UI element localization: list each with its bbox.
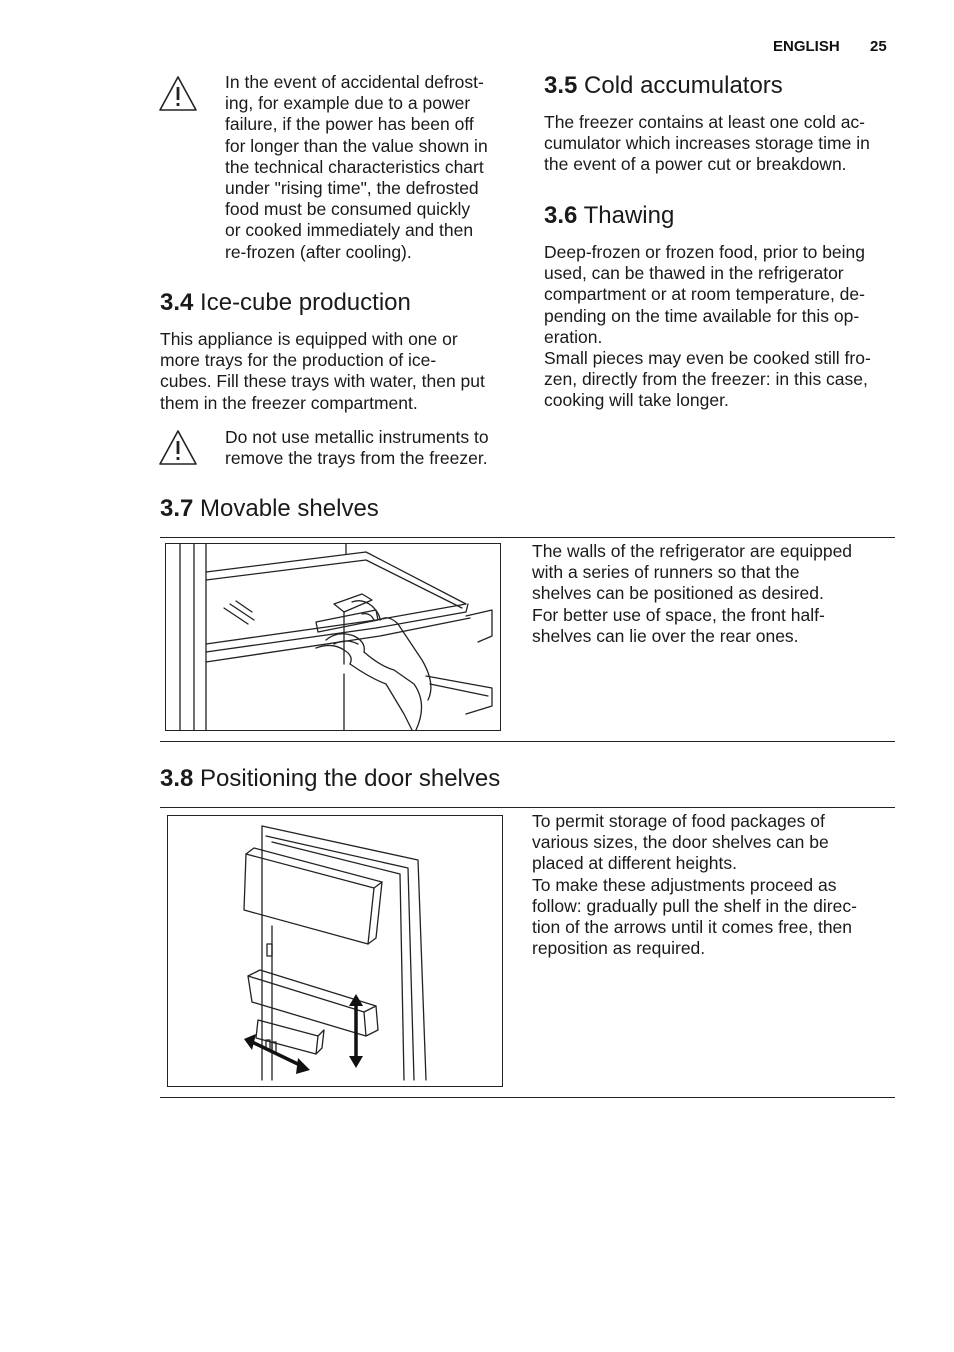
- section-3-4-heading: [160, 289, 411, 317]
- section-3-8-heading: [160, 765, 500, 793]
- section-3-4-text: This appliance is equipped with one or more trays for the production of ice- cubes. Fill these trays with water, then put them in the freezer compartment.: [160, 329, 485, 413]
- section-3-6-heading: [544, 202, 674, 230]
- section-3-8-text: To permit storage of food packages of various sizes, the door shelves can be placed at different heights. To make these adjustments proceed as follow: gradually pull the shelf in the direc- tion of the arrows until it comes free, then reposition as required.: [532, 811, 857, 959]
- section-number: 3.7: [160, 495, 194, 522]
- section-3-6-text: Deep-frozen or frozen food, prior to being used, can be thawed in the refrigerator compartment or at room temperature, de- pending on the time available for this op- eration. Small pieces may even be cooked still fro- zen, directly from the freezer: in this case, cooking will take longer.: [544, 242, 871, 411]
- section-3-5-heading: [544, 72, 783, 100]
- section-divider: [160, 1097, 895, 1098]
- section-title: Movable shelves: [200, 495, 379, 522]
- section-divider: [160, 537, 895, 538]
- warning-defrost-text: In the event of accidental defrost- ing, for example due to a power failure, if the power has been off for longer than the value shown in the technical characteristics chart under "rising time", the defrosted food must be consumed quickly or cooked immediately and then re-frozen (after cooling).: [225, 72, 488, 262]
- shelf-hand-illustration: [166, 544, 500, 730]
- section-number: 3.6: [544, 202, 578, 229]
- section-title: Ice-cube production: [200, 289, 411, 316]
- section-3-7-heading: [160, 495, 379, 523]
- section-divider: [160, 741, 895, 742]
- section-number: 3.4: [160, 289, 194, 316]
- section-title: Cold accumulators: [584, 72, 783, 99]
- section-title: Positioning the door shelves: [200, 765, 501, 792]
- warning-ice-tray-text: Do not use metallic instruments to remove the trays from the freezer.: [225, 427, 489, 469]
- section-3-7-text: The walls of the refrigerator are equipped with a series of runners so that the shelves can be positioned as desired. For better use of space, the front half- shelves can lie over the rear ones.: [532, 541, 853, 646]
- section-divider: [160, 807, 895, 808]
- adjustment-arrows-icon: [168, 816, 502, 1086]
- warning-icon: [158, 428, 198, 468]
- section-3-5-text: The freezer contains at least one cold ac- cumulator which increases storage time in the event of a power cut or breakdown.: [544, 112, 870, 175]
- page-number: 25: [870, 38, 887, 55]
- warning-icon: [158, 74, 198, 114]
- movable-shelves-figure: [165, 543, 501, 731]
- header-language: ENGLISH: [773, 38, 840, 55]
- section-number: 3.8: [160, 765, 194, 792]
- section-number: 3.5: [544, 72, 578, 99]
- door-shelves-figure: [167, 815, 503, 1087]
- section-title: Thawing: [583, 202, 675, 229]
